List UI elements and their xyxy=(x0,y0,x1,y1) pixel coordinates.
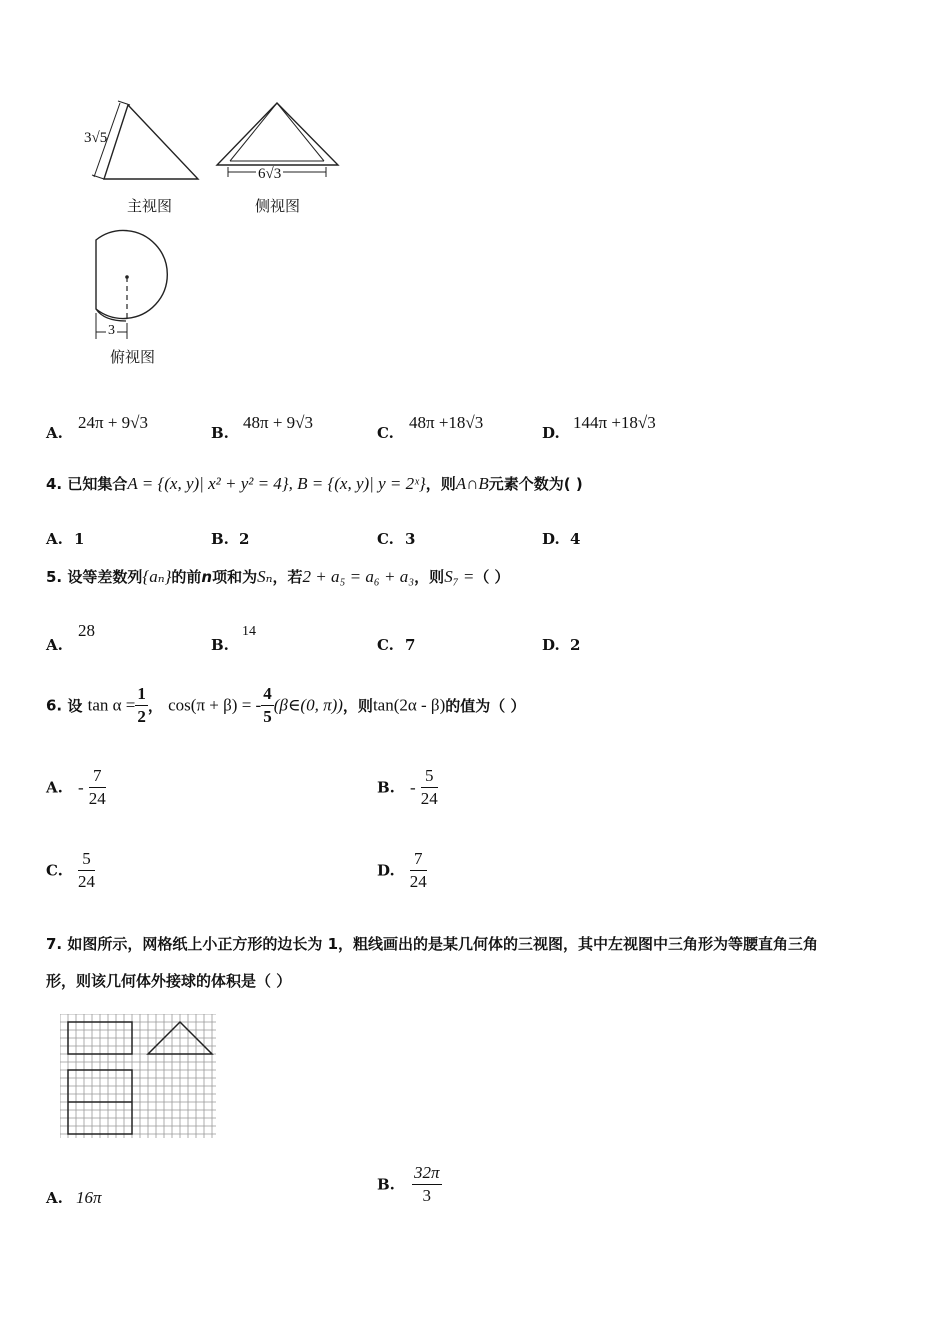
q4-option-b-value: 2 xyxy=(239,530,250,548)
q7-stem-line2: 形，则该几何体外接球的体积是（ ） xyxy=(46,972,292,990)
top-view-shape xyxy=(96,231,167,319)
q7-line1: 如图所示，网格纸上小正方形的边长为 1，粗线画出的是某几何体的三视图，其中左视图中三角形为等腰直角三角 xyxy=(67,935,819,953)
q4-option-a-key: A. xyxy=(46,530,63,548)
q4-option-d-value: 4 xyxy=(570,530,581,548)
q4-option-b-key: B. xyxy=(211,530,229,548)
q3-option-b-value: 48π + 9√3 xyxy=(243,413,314,432)
q4-expr: A∩B xyxy=(455,474,489,493)
q7-option-b-den: 3 xyxy=(422,1186,432,1205)
q6-tan-num: 1 xyxy=(135,684,148,706)
q5-option-a-value: 28 xyxy=(78,621,95,640)
q5-option-d-value: 2 xyxy=(570,636,581,654)
q6-option-a-num: 7 xyxy=(89,766,106,788)
q4-option-a-value: 1 xyxy=(74,530,85,548)
q5-text-suffix: （ ） xyxy=(474,568,510,586)
q3-option-d-value: 144π +18√3 xyxy=(573,413,656,432)
q6-option-a xyxy=(46,766,106,809)
q6-tan-lhs: tan α = xyxy=(87,695,136,715)
q6-option-d xyxy=(377,849,427,892)
q4-text-suffix: 元素个数为( ) xyxy=(488,475,583,493)
q6-option-b-sign: - xyxy=(410,777,416,797)
q7-option-b-key: B. xyxy=(377,1175,395,1194)
q3-option-b-key: B. xyxy=(211,424,229,442)
q6-target: tan(2α - β) xyxy=(372,695,446,715)
q5-stem xyxy=(46,566,510,587)
q4-text-mid: ，则 xyxy=(425,475,456,493)
q5-sn: Sₙ xyxy=(257,567,273,586)
q7-option-b-num: 32π xyxy=(412,1163,442,1185)
q4-option-c-key: C. xyxy=(377,530,394,548)
q7-option-a-key: A. xyxy=(46,1189,63,1207)
q4-stem xyxy=(46,473,583,494)
q5-condition: 2 + a₅ = a₆ + a₃ xyxy=(302,567,415,586)
q6-option-c-fraction xyxy=(78,849,95,892)
top-dimension-label: 3 xyxy=(108,323,115,338)
q5-s7: S₇ = xyxy=(444,567,475,586)
q3-option-d-key: D. xyxy=(542,424,560,442)
q6-text-mid: ，则 xyxy=(342,697,373,715)
q6-text-prefix: 设 xyxy=(67,697,83,715)
q6-option-d-den: 24 xyxy=(409,872,427,891)
q5-option-d-key: D. xyxy=(542,636,560,654)
q6-cos-fraction xyxy=(261,684,274,727)
q5-option-b-key: B. xyxy=(211,636,229,654)
q7-option-b xyxy=(377,1163,442,1206)
q7-number: 7. xyxy=(46,935,63,953)
q6-cos-rest: (β∈(0, π)) xyxy=(273,695,343,715)
q6-tan-fraction xyxy=(135,684,148,727)
q5-text-mid1: 的前 xyxy=(171,568,202,586)
q5-text-mid4: ，则 xyxy=(414,568,445,586)
q4-set-a: A = {(x, y)| x² + y² = 4} xyxy=(127,474,289,493)
q6-cos-num: 4 xyxy=(261,684,274,706)
q5-option-c-value: 7 xyxy=(405,636,416,654)
q4-set-b: , B = {(x, y)| y = 2ˣ} xyxy=(288,474,426,493)
q5-option-a-key: A. xyxy=(46,636,63,654)
q5-text-mid2: 项和为 xyxy=(212,568,258,586)
q6-option-b-key: B. xyxy=(377,778,395,797)
q6-option-b-fraction xyxy=(421,766,438,809)
q7-option-a-value: 16π xyxy=(76,1188,102,1207)
q6-option-c-num: 5 xyxy=(78,849,95,871)
q6-option-c-den: 24 xyxy=(78,872,95,891)
q6-option-a-sign: - xyxy=(77,777,84,797)
q6-option-b xyxy=(377,766,438,809)
q3-option-c-value: 48π +18√3 xyxy=(409,413,484,432)
q6-option-d-fraction xyxy=(410,849,427,892)
q5-number: 5. xyxy=(46,568,63,586)
q3-option-a-value: 24π + 9√3 xyxy=(78,413,149,432)
q6-option-c-key: C. xyxy=(46,861,63,880)
front-dimension-label: 3√5 xyxy=(84,130,108,146)
q6-option-a-fraction xyxy=(89,766,106,809)
q7-stem-line1 xyxy=(46,933,818,954)
q5-text-mid3: ，若 xyxy=(272,568,303,586)
top-view-caption: 俯视图 xyxy=(110,348,156,366)
q3-option-c-key: C. xyxy=(377,424,394,442)
q6-option-b-den: 24 xyxy=(420,789,438,808)
q6-cos-den: 5 xyxy=(263,707,272,726)
grid-three-view-figure xyxy=(60,1014,220,1140)
q5-option-c-key: C. xyxy=(377,636,394,654)
q6-option-b-num: 5 xyxy=(421,766,438,788)
front-view-triangle xyxy=(104,105,198,179)
q6-comma: ， xyxy=(147,697,163,715)
q4-number: 4. xyxy=(46,475,63,493)
q6-number: 6. xyxy=(46,696,63,715)
q5-seq: {aₙ} xyxy=(142,567,172,586)
q5-text-prefix: 设等差数列 xyxy=(67,568,143,586)
q6-cos-lhs: cos(π + β) = - xyxy=(168,695,262,715)
q6-tan-den: 2 xyxy=(137,707,146,726)
q4-text-prefix: 已知集合 xyxy=(67,475,128,493)
q7-option-b-fraction xyxy=(412,1163,442,1206)
q3-option-a-key: A. xyxy=(46,424,63,442)
side-view-caption: 侧视图 xyxy=(255,197,301,215)
q5-option-b-value: 14 xyxy=(242,624,256,639)
q6-option-d-num: 7 xyxy=(410,849,427,871)
q5-n: n xyxy=(201,568,213,586)
q4-option-c-value: 3 xyxy=(405,530,416,548)
q6-option-d-key: D. xyxy=(377,861,395,880)
front-view-caption: 主视图 xyxy=(127,197,173,215)
q6-text-suffix: 的值为（ ） xyxy=(445,697,526,715)
side-dimension-label: 6√3 xyxy=(258,166,282,182)
q6-option-a-key: A. xyxy=(46,778,63,797)
q4-option-d-key: D. xyxy=(542,530,560,548)
q6-option-c xyxy=(46,849,95,892)
q6-stem xyxy=(46,684,525,727)
q6-option-a-den: 24 xyxy=(88,789,106,808)
